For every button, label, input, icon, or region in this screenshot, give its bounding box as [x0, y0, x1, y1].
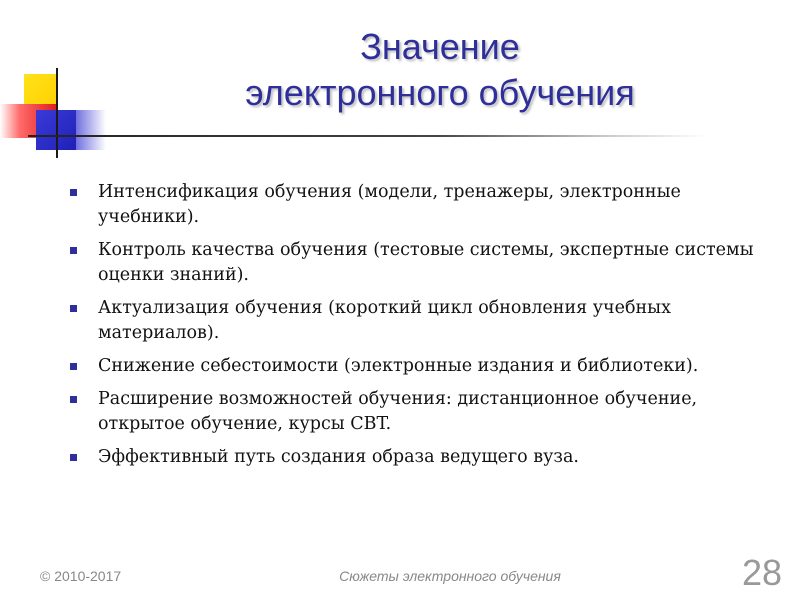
bullet-square-icon [70, 247, 77, 254]
bullet-square-icon [70, 189, 77, 196]
bullet-square-icon [70, 305, 77, 312]
bullet-list [68, 180, 768, 478]
bullet-square-icon [70, 363, 77, 370]
slide-title-line-1: Значение [360, 26, 520, 67]
bullet-item [68, 180, 768, 230]
bullet-item [68, 445, 768, 470]
bullet-square-icon [70, 396, 77, 403]
bullet-text: Актуализация обучения (короткий цикл обновления учебных материалов). [98, 298, 671, 343]
bullet-text: Интенсификация обучения (модели, тренажеры, электронные учебники). [98, 182, 681, 227]
slide-title [160, 24, 720, 116]
title-divider-line [28, 135, 708, 137]
footer-copyright: © 2010-2017 [40, 568, 122, 584]
vertical-line-decoration [56, 68, 58, 158]
bullet-text: Контроль качества обучения (тестовые системы, экспертные системы оценки знаний). [98, 240, 754, 285]
yellow-square-decoration [24, 74, 58, 108]
footer-title: Сюжеты электронного обучения [339, 568, 561, 584]
blue-fade-decoration [76, 110, 106, 150]
bullet-text: Эффективный путь создания образа ведущего вуза. [98, 447, 579, 467]
bullet-square-icon [70, 454, 77, 461]
bullet-item [68, 354, 768, 379]
bullet-item [68, 238, 768, 288]
bullet-text: Расширение возможностей обучения: дистанционное обучение, открытое обучение, курсы CBT. [98, 389, 698, 434]
bullet-text: Снижение себестоимости (электронные издания и библиотеки). [98, 356, 699, 376]
page-number: 28 [741, 552, 782, 593]
bullet-item [68, 387, 768, 437]
decorative-squares-graphic [0, 60, 110, 170]
slide-title-line-2: электронного обучения [245, 72, 635, 113]
bullet-item [68, 296, 768, 346]
